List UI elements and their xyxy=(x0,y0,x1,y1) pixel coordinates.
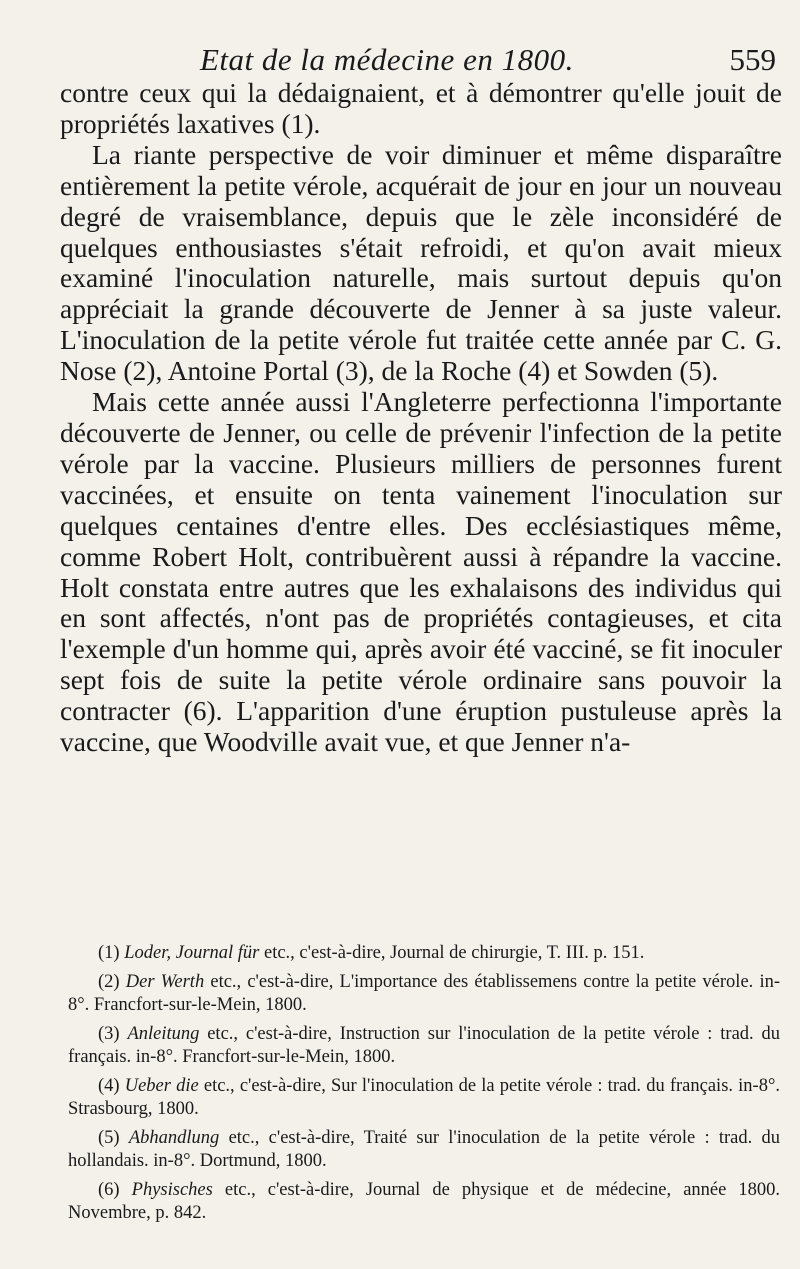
footnote-text: etc., c'est-à-dire, Journal de physique et de médecine, année 1800. Novembre, p. 842. xyxy=(68,1180,781,1223)
footnote-text: etc., c'est-à-dire, Journal de chirurgie, T. III. p. 151. xyxy=(259,943,645,963)
footnotes xyxy=(68,942,780,1231)
footnote-title: Loder, Journal für xyxy=(124,943,260,963)
footnote-text: etc., c'est-à-dire, Instruction sur l'inoculation de la petite vérole : trad. du français. in-8°. Francfort-sur-le-Mein, 1800. xyxy=(68,1024,781,1067)
body-text xyxy=(60,78,782,758)
footnote-number: (1) xyxy=(98,943,120,963)
footnote-number: (5) xyxy=(98,1128,120,1148)
paragraph: Mais cette année aussi l'Angleterre perfectionna l'importante découverte de Jenner, ou celle de prévenir l'infection de la petite vérole par la vaccine. Plusieurs milliers de personnes furent vaccinées, et ensuite on tenta vainement l'inoculation sur quelques centaines d'entre elles. Des ecclésiastiques même, comme Robert Holt, contribuèrent aussi à répandre la vaccine. Holt constata entre autres que les exhalaisons des individus qui en sont affectés, n'ont pas de propriétés contagieuses, et cita l'exemple d'un homme qui, après avoir été vacciné, se fit inoculer sept fois de suite la petite vérole ordinaire sans pouvoir la contracter (6). L'apparition d'une éruption pustuleuse après la vaccine, que Woodville avait vue, et que Jenner n'a- xyxy=(60,386,782,758)
footnote-text: etc., c'est-à-dire, L'importance des établissemens contre la petite vérole. in-8°. Francfort-sur-le-Mein, 1800. xyxy=(68,972,780,1015)
footnote xyxy=(68,1075,780,1121)
footnote-number: (6) xyxy=(98,1180,120,1200)
footnote xyxy=(68,942,780,965)
footnote-number: (4) xyxy=(98,1076,120,1096)
paragraph: La riante perspective de voir diminuer et même disparaître entièrement la petite vérole, acquérait de jour en jour un nouveau degré de vraisemblance, depuis que le zèle inconsidéré de quelques enthousiastes s'était refroidi, et qu'on avait mieux examiné l'inoculation naturelle, mais surtout depuis qu'on appréciait la grande découverte de Jenner à sa juste valeur. L'inoculation de la petite vérole fut traitée cette année par C. G. Nose (2), Antoine Portal (3), de la Roche (4) et Sowden (5). xyxy=(60,138,782,387)
page-number: 559 xyxy=(729,42,776,77)
paragraph: contre ceux qui la dédaignaient, et à démontrer qu'elle jouit de propriétés laxatives (1). xyxy=(60,77,782,139)
footnote xyxy=(68,1179,780,1225)
footnote xyxy=(68,971,780,1017)
footnote xyxy=(68,1023,780,1069)
page-header xyxy=(60,42,782,82)
footnote xyxy=(68,1127,780,1173)
running-title: Etat de la médecine en 1800. xyxy=(200,42,574,77)
footnote-title: Anleitung xyxy=(127,1024,200,1044)
footnote-number: (3) xyxy=(98,1024,120,1044)
footnote-title: Der Werth xyxy=(125,972,205,992)
footnote-text: etc., c'est-à-dire, Sur l'inoculation de la petite vérole : trad. du français. in-8°. Strasbourg, 1800. xyxy=(68,1076,780,1119)
footnote-title: Physisches xyxy=(131,1180,213,1200)
footnote-title: Abhandlung xyxy=(128,1128,220,1148)
footnote-number: (2) xyxy=(98,972,120,992)
footnote-text: etc., c'est-à-dire, Traité sur l'inoculation de la petite vérole : trad. du hollandais. in-8°. Dortmund, 1800. xyxy=(68,1128,781,1171)
footnote-title: Ueber die xyxy=(124,1076,199,1096)
